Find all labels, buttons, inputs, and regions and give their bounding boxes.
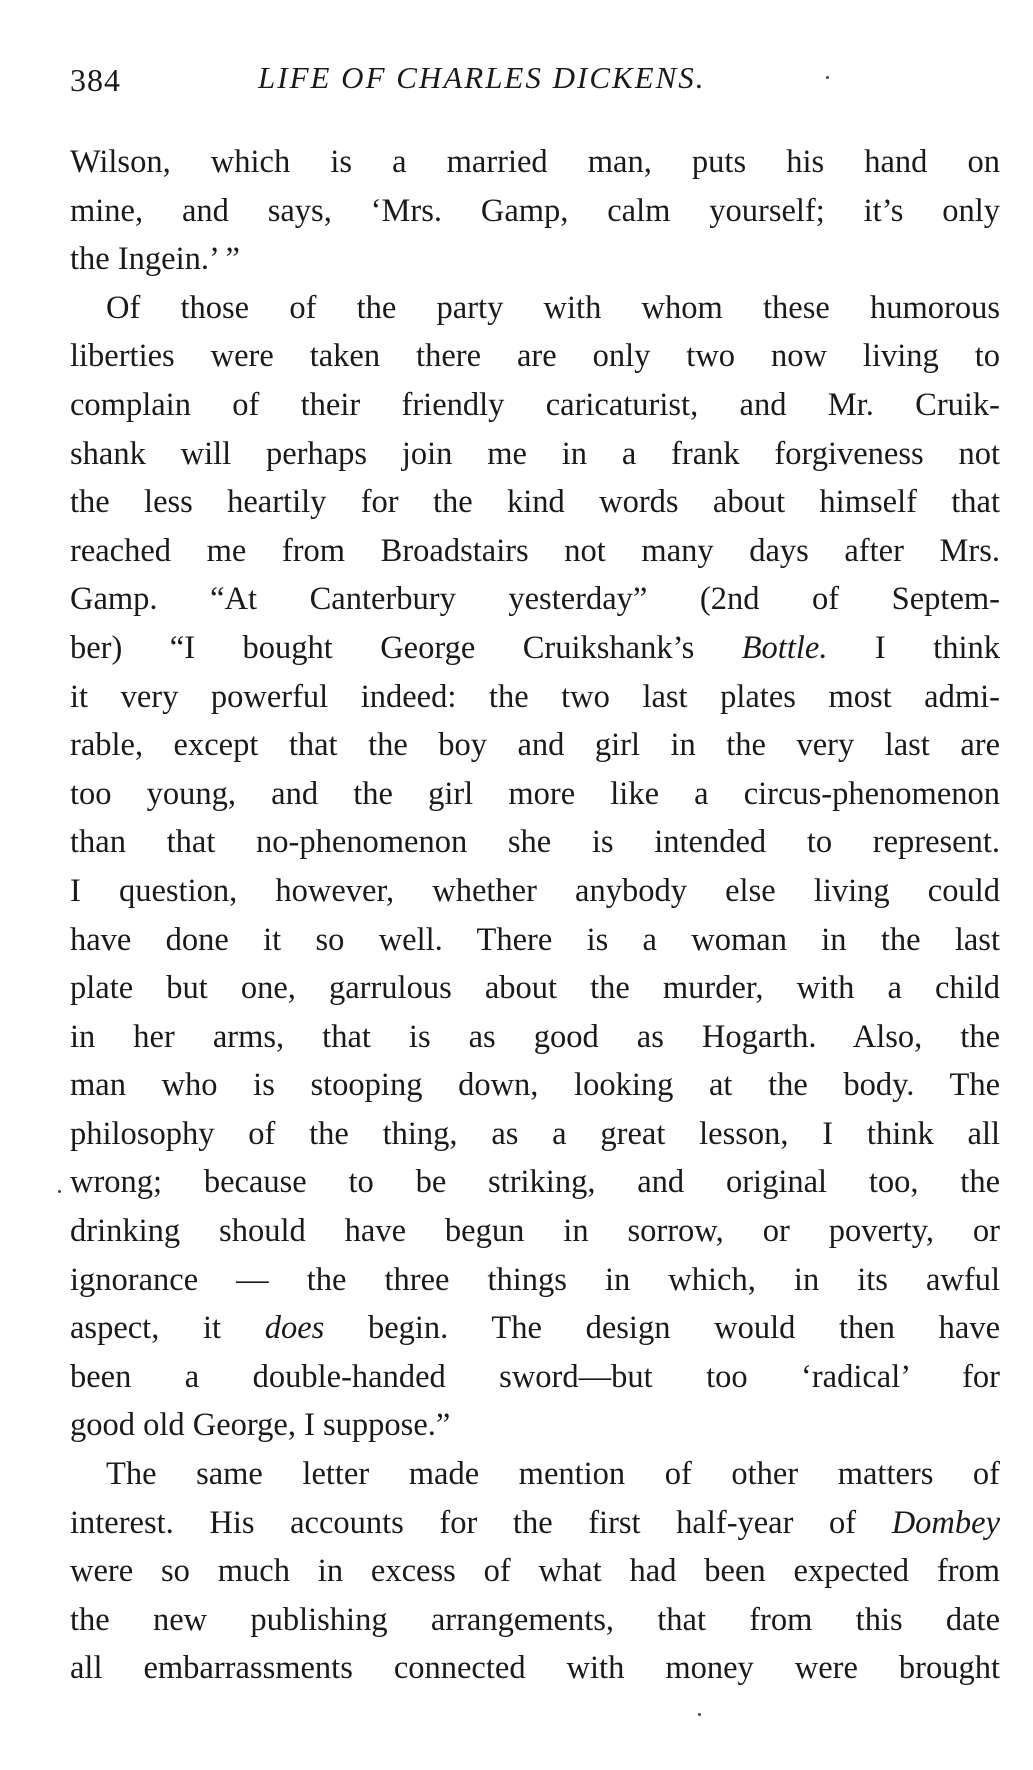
text-line bbox=[70, 478, 1000, 527]
text-segment: interest. His accounts for the first half-year of bbox=[70, 1504, 892, 1541]
text-segment: plate but one, garrulous about the murder, with a child bbox=[70, 970, 1000, 1007]
text-line bbox=[70, 1644, 1000, 1693]
text-line bbox=[70, 430, 1000, 479]
text-segment: Of those of the party with whom these humorous bbox=[106, 289, 1000, 326]
text-segment: mine, and says, ‘Mrs. Gamp, calm yourself; it’s only bbox=[70, 192, 1000, 229]
running-title: LIFE OF CHARLES DICKENS. bbox=[258, 60, 706, 95]
text-segment: shank will perhaps join me in a frank forgiveness not bbox=[70, 435, 1000, 472]
text-segment: I think bbox=[827, 629, 1000, 666]
text-segment: the Ingein.’ ” bbox=[70, 241, 240, 278]
text-line bbox=[70, 1061, 1000, 1110]
text-segment: liberties were taken there are only two now living to bbox=[70, 338, 1000, 375]
text-line bbox=[70, 1547, 1000, 1596]
text-segment: all embarrassments connected with money were brought bbox=[70, 1650, 1000, 1687]
text-segment: begin. The design would then have bbox=[324, 1310, 1000, 1347]
paragraph-caricaturist bbox=[70, 284, 1000, 1450]
text-line bbox=[70, 1207, 1000, 1256]
paragraph-continuation bbox=[70, 138, 1000, 284]
text-line bbox=[70, 673, 1000, 722]
text-segment: man who is stooping down, looking at the body. The bbox=[70, 1067, 1000, 1104]
text-line bbox=[70, 1304, 1000, 1353]
italic-text: Dombey bbox=[891, 1504, 1000, 1541]
text-line bbox=[70, 964, 1000, 1013]
text-line bbox=[70, 381, 1000, 430]
text-line bbox=[70, 721, 1000, 770]
text-line bbox=[70, 624, 1000, 673]
text-segment: too young, and the girl more like a circus-phenomenon bbox=[70, 775, 1000, 812]
text-segment: the new publishing arrangements, that from this date bbox=[70, 1601, 1000, 1638]
text-line bbox=[70, 1499, 1000, 1548]
text-segment: it very powerful indeed: the two last plates most admi- bbox=[70, 678, 1000, 715]
text-segment: Gamp. “At Canterbury yesterday” (2nd of Septem- bbox=[70, 581, 1000, 618]
text-segment: the less heartily for the kind words about himself that bbox=[70, 484, 1000, 521]
text-segment: reached me from Broadstairs not many days after Mrs. bbox=[70, 532, 1000, 569]
text-segment: complain of their friendly caricaturist, and Mr. Cruik- bbox=[70, 386, 1000, 423]
text-segment: philosophy of the thing, as a great lesson, I think all bbox=[70, 1115, 1000, 1152]
text-line bbox=[70, 284, 1000, 333]
scan-speck bbox=[58, 1190, 61, 1193]
text-segment: I question, however, whether anybody else living could bbox=[70, 872, 1000, 909]
body-text bbox=[70, 138, 1000, 1693]
text-segment: were so much in excess of what had been expected from bbox=[70, 1553, 1000, 1590]
text-segment: drinking should have begun in sorrow, or poverty, or bbox=[70, 1213, 1000, 1250]
text-line bbox=[70, 1353, 1000, 1402]
text-segment: ignorance — the three things in which, in its awful bbox=[70, 1261, 1000, 1298]
text-line bbox=[70, 235, 1000, 284]
text-segment: been a double-handed sword—but too ‘radical’ for bbox=[70, 1358, 1000, 1395]
scan-speck bbox=[826, 76, 829, 79]
text-line bbox=[70, 575, 1000, 624]
text-segment: wrong; because to be striking, and original too, the bbox=[70, 1164, 1000, 1201]
italic-text: does bbox=[264, 1310, 325, 1347]
page-number: 384 bbox=[70, 62, 121, 98]
text-segment: Wilson, which is a married man, puts his hand on bbox=[70, 144, 1000, 180]
text-segment: have done it so well. There is a woman in the last bbox=[70, 921, 1000, 958]
text-line bbox=[70, 527, 1000, 576]
text-segment: rable, except that the boy and girl in the very last are bbox=[70, 727, 1000, 764]
text-segment: good old George, I suppose.” bbox=[70, 1407, 451, 1444]
text-line bbox=[70, 867, 1000, 916]
text-line bbox=[70, 1450, 1000, 1499]
running-head bbox=[70, 58, 1010, 108]
text-segment: than that no-phenomenon she is intended to represent. bbox=[70, 824, 1000, 861]
italic-text: Bottle. bbox=[741, 629, 828, 666]
text-line bbox=[70, 818, 1000, 867]
text-line bbox=[70, 770, 1000, 819]
text-line bbox=[70, 1158, 1000, 1207]
text-line bbox=[70, 1596, 1000, 1645]
text-line bbox=[70, 916, 1000, 965]
text-segment: aspect, it bbox=[70, 1310, 265, 1347]
scan-speck bbox=[698, 1713, 701, 1716]
text-line bbox=[70, 1110, 1000, 1159]
text-line bbox=[70, 1013, 1000, 1062]
text-segment: The same letter made mention of other matters of bbox=[106, 1456, 1000, 1493]
text-segment: in her arms, that is as good as Hogarth. Also, the bbox=[70, 1018, 1000, 1055]
text-line bbox=[70, 1401, 1000, 1450]
text-line bbox=[70, 332, 1000, 381]
text-line bbox=[70, 1256, 1000, 1305]
paragraph-dombey-accounts bbox=[70, 1450, 1000, 1693]
text-segment: ber) “I bought George Cruikshank’s bbox=[70, 629, 742, 666]
text-line bbox=[70, 187, 1000, 236]
text-line bbox=[70, 138, 1000, 187]
